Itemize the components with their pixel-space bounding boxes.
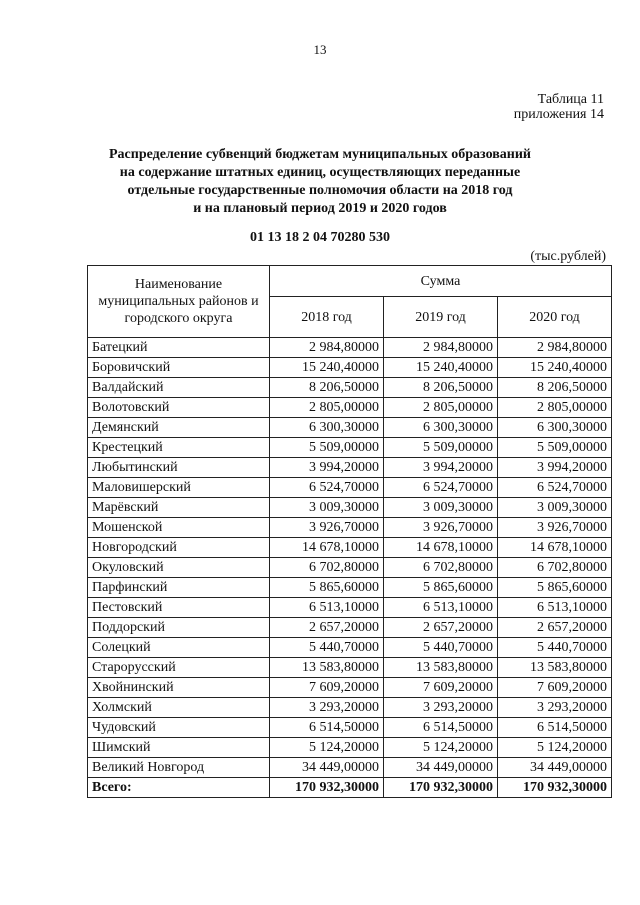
table-ref-line2: приложения 14 (513, 107, 604, 122)
district-name: Волотовский (88, 398, 270, 418)
district-name: Марёвский (88, 498, 270, 518)
amount-2020: 5 124,20000 (498, 738, 612, 758)
table-row (88, 658, 612, 678)
budget-code: 01 13 18 2 04 70280 530 (250, 230, 390, 245)
district-name: Новгородский (88, 538, 270, 558)
table-row (88, 498, 612, 518)
district-name: Холмский (88, 698, 270, 718)
district-name: Поддорский (88, 618, 270, 638)
amount-2020: 2 984,80000 (498, 338, 612, 358)
amount-2018: 8 206,50000 (270, 378, 384, 398)
amount-2019: 13 583,80000 (384, 658, 498, 678)
amount-2018: 3 994,20000 (270, 458, 384, 478)
amount-2019: 5 440,70000 (384, 638, 498, 658)
table-row (88, 618, 612, 638)
amount-2020: 8 206,50000 (498, 378, 612, 398)
amount-2019: 5 865,60000 (384, 578, 498, 598)
amount-2020: 14 678,10000 (498, 538, 612, 558)
amount-2020: 6 702,80000 (498, 558, 612, 578)
amount-2019: 2 805,00000 (384, 398, 498, 418)
district-name: Старорусский (88, 658, 270, 678)
amount-2018: 3 293,20000 (270, 698, 384, 718)
title-line: отдельные государственные полномочия области на 2018 год (127, 183, 513, 198)
amount-2018: 5 440,70000 (270, 638, 384, 658)
header-year-2019: 2019 год (384, 297, 498, 338)
amount-2019: 6 524,70000 (384, 478, 498, 498)
table-row (88, 338, 612, 358)
table-row (88, 558, 612, 578)
title-line: Распределение субвенций бюджетам муниципальных образований (109, 147, 531, 162)
amount-2020: 5 865,60000 (498, 578, 612, 598)
amount-2018: 6 702,80000 (270, 558, 384, 578)
table-row (88, 438, 612, 458)
amount-2019: 3 293,20000 (384, 698, 498, 718)
amount-2020: 13 583,80000 (498, 658, 612, 678)
table-row (88, 698, 612, 718)
amount-2018: 6 514,50000 (270, 718, 384, 738)
amount-2019: 3 994,20000 (384, 458, 498, 478)
header-year-2018: 2018 год (270, 297, 384, 338)
amount-2020: 6 524,70000 (498, 478, 612, 498)
amount-2020: 7 609,20000 (498, 678, 612, 698)
amount-2018: 6 524,70000 (270, 478, 384, 498)
amount-2018: 6 300,30000 (270, 418, 384, 438)
district-name: Боровичский (88, 358, 270, 378)
amount-2019: 8 206,50000 (384, 378, 498, 398)
district-name: Батецкий (88, 338, 270, 358)
district-name: Пестовский (88, 598, 270, 618)
table-row (88, 418, 612, 438)
table-row (88, 678, 612, 698)
table-row (88, 638, 612, 658)
amount-2020: 2 805,00000 (498, 398, 612, 418)
amount-2018: 14 678,10000 (270, 538, 384, 558)
header-year-2020: 2020 год (498, 297, 612, 338)
table-row (88, 478, 612, 498)
amount-2018: 34 449,00000 (270, 758, 384, 778)
district-name: Парфинский (88, 578, 270, 598)
table-row (88, 458, 612, 478)
district-name: Мошенской (88, 518, 270, 538)
table-row (88, 518, 612, 538)
total-row (88, 778, 612, 798)
table-row (88, 718, 612, 738)
amount-2019: 5 124,20000 (384, 738, 498, 758)
district-name: Маловишерский (88, 478, 270, 498)
district-name: Любытинский (88, 458, 270, 478)
subvention-table (87, 265, 612, 798)
amount-2019: 6 300,30000 (384, 418, 498, 438)
amount-2018: 2 984,80000 (270, 338, 384, 358)
total-2019: 170 932,30000 (384, 778, 498, 798)
amount-2020: 34 449,00000 (498, 758, 612, 778)
amount-2019: 2 984,80000 (384, 338, 498, 358)
table-row (88, 738, 612, 758)
amount-2018: 5 509,00000 (270, 438, 384, 458)
table-row (88, 358, 612, 378)
table-row (88, 538, 612, 558)
amount-2019: 6 513,10000 (384, 598, 498, 618)
table-body (88, 338, 612, 778)
amount-2018: 7 609,20000 (270, 678, 384, 698)
amount-2019: 3 926,70000 (384, 518, 498, 538)
total-label: Всего: (88, 778, 270, 798)
district-name: Шимский (88, 738, 270, 758)
amount-2019: 6 514,50000 (384, 718, 498, 738)
page-number: 13 (313, 42, 327, 57)
amount-2020: 6 300,30000 (498, 418, 612, 438)
district-name: Чудовский (88, 718, 270, 738)
table-row (88, 398, 612, 418)
amount-2020: 3 293,20000 (498, 698, 612, 718)
table-reference (514, 92, 604, 122)
amount-2020: 6 513,10000 (498, 598, 612, 618)
total-2018: 170 932,30000 (270, 778, 384, 798)
amount-2019: 6 702,80000 (384, 558, 498, 578)
amount-2018: 6 513,10000 (270, 598, 384, 618)
table-ref-line1: Таблица 11 (537, 92, 604, 107)
amount-2018: 5 865,60000 (270, 578, 384, 598)
amount-2019: 15 240,40000 (384, 358, 498, 378)
header-name: Наименование муниципальных районов и городского округа (88, 266, 270, 338)
amount-2018: 13 583,80000 (270, 658, 384, 678)
district-name: Солецкий (88, 638, 270, 658)
title-line: и на плановый период 2019 и 2020 годов (193, 201, 447, 216)
district-name: Окуловский (88, 558, 270, 578)
district-name: Крестецкий (88, 438, 270, 458)
amount-2019: 14 678,10000 (384, 538, 498, 558)
total-2020: 170 932,30000 (498, 778, 612, 798)
amount-2018: 2 805,00000 (270, 398, 384, 418)
header-sum: Сумма (270, 266, 612, 297)
amount-2019: 2 657,20000 (384, 618, 498, 638)
amount-2019: 5 509,00000 (384, 438, 498, 458)
amount-2019: 3 009,30000 (384, 498, 498, 518)
amount-2018: 5 124,20000 (270, 738, 384, 758)
amount-2020: 3 009,30000 (498, 498, 612, 518)
amount-2019: 34 449,00000 (384, 758, 498, 778)
district-name: Хвойнинский (88, 678, 270, 698)
amount-2018: 2 657,20000 (270, 618, 384, 638)
table-row (88, 598, 612, 618)
amount-2020: 3 926,70000 (498, 518, 612, 538)
amount-2020: 6 514,50000 (498, 718, 612, 738)
amount-2020: 5 440,70000 (498, 638, 612, 658)
amount-2020: 15 240,40000 (498, 358, 612, 378)
units-label: (тыс.рублей) (530, 249, 606, 264)
amount-2018: 3 926,70000 (270, 518, 384, 538)
district-name: Демянский (88, 418, 270, 438)
amount-2019: 7 609,20000 (384, 678, 498, 698)
amount-2020: 2 657,20000 (498, 618, 612, 638)
document-title (0, 146, 640, 218)
title-line: на содержание штатных единиц, осуществляющих переданные (119, 165, 521, 180)
district-name: Валдайский (88, 378, 270, 398)
table-row (88, 378, 612, 398)
amount-2020: 5 509,00000 (498, 438, 612, 458)
table-row (88, 578, 612, 598)
amount-2018: 15 240,40000 (270, 358, 384, 378)
amount-2020: 3 994,20000 (498, 458, 612, 478)
table-row (88, 758, 612, 778)
district-name: Великий Новгород (88, 758, 270, 778)
amount-2018: 3 009,30000 (270, 498, 384, 518)
